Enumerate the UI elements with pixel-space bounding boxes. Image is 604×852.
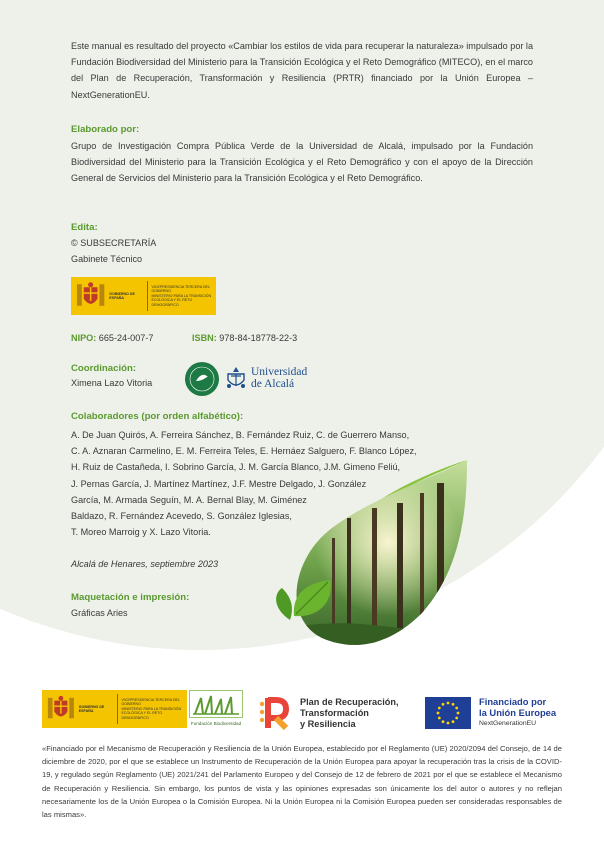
edita-line-2: Gabinete Técnico [71,254,143,264]
compra-publica-verde-badge [184,361,220,397]
colaborador-line: T. Moreo Marroig y X. Lazo Vitoria. [71,527,211,538]
footer-gobierno-logo [42,690,187,728]
ministerio-name: VICEPRESIDENCIA TERCERA DEL GOBIERNO MINISTERIO PARA LA TRANSICIÓN ECOLÓGICA Y EL RETO DEMOGRÁFICO [151,284,212,307]
nipo [71,333,153,343]
colaborador-line: Baldazo, R. Fernández Acevedo, S. González Iglesias, [71,511,292,522]
logo-divider [147,281,148,311]
elaborado-heading: Elaborado por: [71,124,140,135]
gobierno-logo [71,277,216,315]
colaborador-line: J. Pernas García, J. Martínez Martínez, J.F. Mestre Delgado, J. González [71,478,367,489]
isbn-label: ISBN: [192,333,217,343]
colaborador-line: García, M. Armada Seguín, M. A. Bernal Blay, M. Giménez [71,494,307,505]
uah-line-1: Universidad [251,366,308,378]
prtr-line-2: Transformación [300,707,369,718]
logo-divider [117,694,118,724]
nipo-value: 665-24-007-7 [98,333,154,343]
universidad-alcala-logo [225,363,325,393]
colaborador-line: A. De Juan Quirós, A. Ferreira Sánchez, B. Fernández Ruiz, C. de Guerrero Manso, [71,430,410,440]
prtr-line-1: Plan de Recuperación, [300,696,399,707]
colaboradores-heading: Colaboradores (por orden alfabético): [71,411,244,422]
funding-disclaimer: «Financiado por el Mecanismo de Recuperación y Resiliencia de la Unión Europea, establecido por el Reglamento (UE) 2020/2094 del Consejo, de 14 de diciembre de 2020, por el que se establece un Instrumento de Recuperación de la Unión Europea para apoyar la recuperación tras la crisis de la COVID-19, y regulado según Reglamento (UE) 2021/241 del Parlamento Europeo y del Consejo de 12 de febrero de 2021 por el que se establece el Mecanismo de Recuperación y Resiliencia. Sin embargo, los puntos de vista y las opiniones expresadas son únicamente los del autor o autores y no reflejan necesariamente los de la Unión Europea o la Comisión Europea. Ni la Unión Europea ni la Comisión Europea pueden ser consideradas responsables de las mismas». [42,744,562,820]
coordinacion-heading: Coordinación: [71,363,137,374]
eu-flag-icon [425,697,471,729]
isbn-value: 978-84-18778-22-3 [219,333,298,343]
intro-paragraph: Este manual es resultado del proyecto «Cambiar los estilos de vida para recuperar la naturaleza» impulsado por la Fundación Biodiversidad del Ministerio para la Transición Ecológica y el Reto Demográfico (MITECO), en el marco del Plan de Recuperación, Transformación y Resiliencia (PRTR) financiado por la Unión Europea – NextGenerationEU. [71,41,534,100]
fundacion-biodiversidad-logo [189,690,243,726]
eu-line-1: Financiado por [479,696,547,707]
fundacion-biodiversidad-icon [189,690,243,718]
maquetacion-name: Gráficas Aries [71,608,128,618]
eu-funding-logo [425,696,556,729]
eu-line-2: la Unión Europea [479,707,557,718]
leaf-forest-illustration [262,448,472,658]
ministerio-name: VICEPRESIDENCIA TERCERA DEL GOBIERNO MINISTERIO PARA LA TRANSICIÓN ECOLÓGICA Y EL RETO DEMOGRÁFICO [121,697,182,720]
coat-of-arms-icon [46,695,76,723]
prtr-logo [258,696,399,730]
nipo-label: NIPO: [71,333,97,343]
place-date: Alcalá de Henares, septiembre 2023 [71,559,219,569]
footer-logos [0,690,604,734]
prtr-r-icon [258,696,294,730]
university-crest-icon [225,366,247,390]
isbn [192,333,297,343]
uah-line-2: de Alcalá [251,378,295,390]
edita-line-1: © SUBSECRETARÍA [71,238,157,248]
gobierno-name: GOBIERNO DE ESPAÑA [78,704,105,713]
coordinacion-name: Ximena Lazo Vitoria [71,378,153,388]
eu-line-3: NextGenerationEU [479,720,537,727]
edita-heading: Edita: [71,222,98,233]
prtr-line-3: y Resiliencia [300,718,356,729]
coat-of-arms-icon [75,281,106,311]
colaborador-line: H. Ruiz de Castañeda, I. Sobrino García, J. M. García Blanco, J.M. Gimeno Feliú, [71,462,401,473]
elaborado-text: Grupo de Investigación Compra Pública Verde de la Universidad de Alcalá, impulsado por la Fundación Biodiversidad del Ministerio para la Transición Ecológica y el Reto Demográfico y con el apoyo de la Dirección General de Servicios del Ministerio para la Transición Ecológica y el Reto Demográfico. [71,141,533,184]
maquetacion-heading: Maquetación e impresión: [71,592,190,603]
gobierno-name: GOBIERNO DE ESPAÑA [109,291,135,300]
fb-label: Fundación Biodiversidad [190,721,242,726]
colaborador-line: C. A. Aznaran Carmelino, E. M. Ferreira Teles, E. Hernáez Salguero, F. Blanco López, [71,446,417,457]
